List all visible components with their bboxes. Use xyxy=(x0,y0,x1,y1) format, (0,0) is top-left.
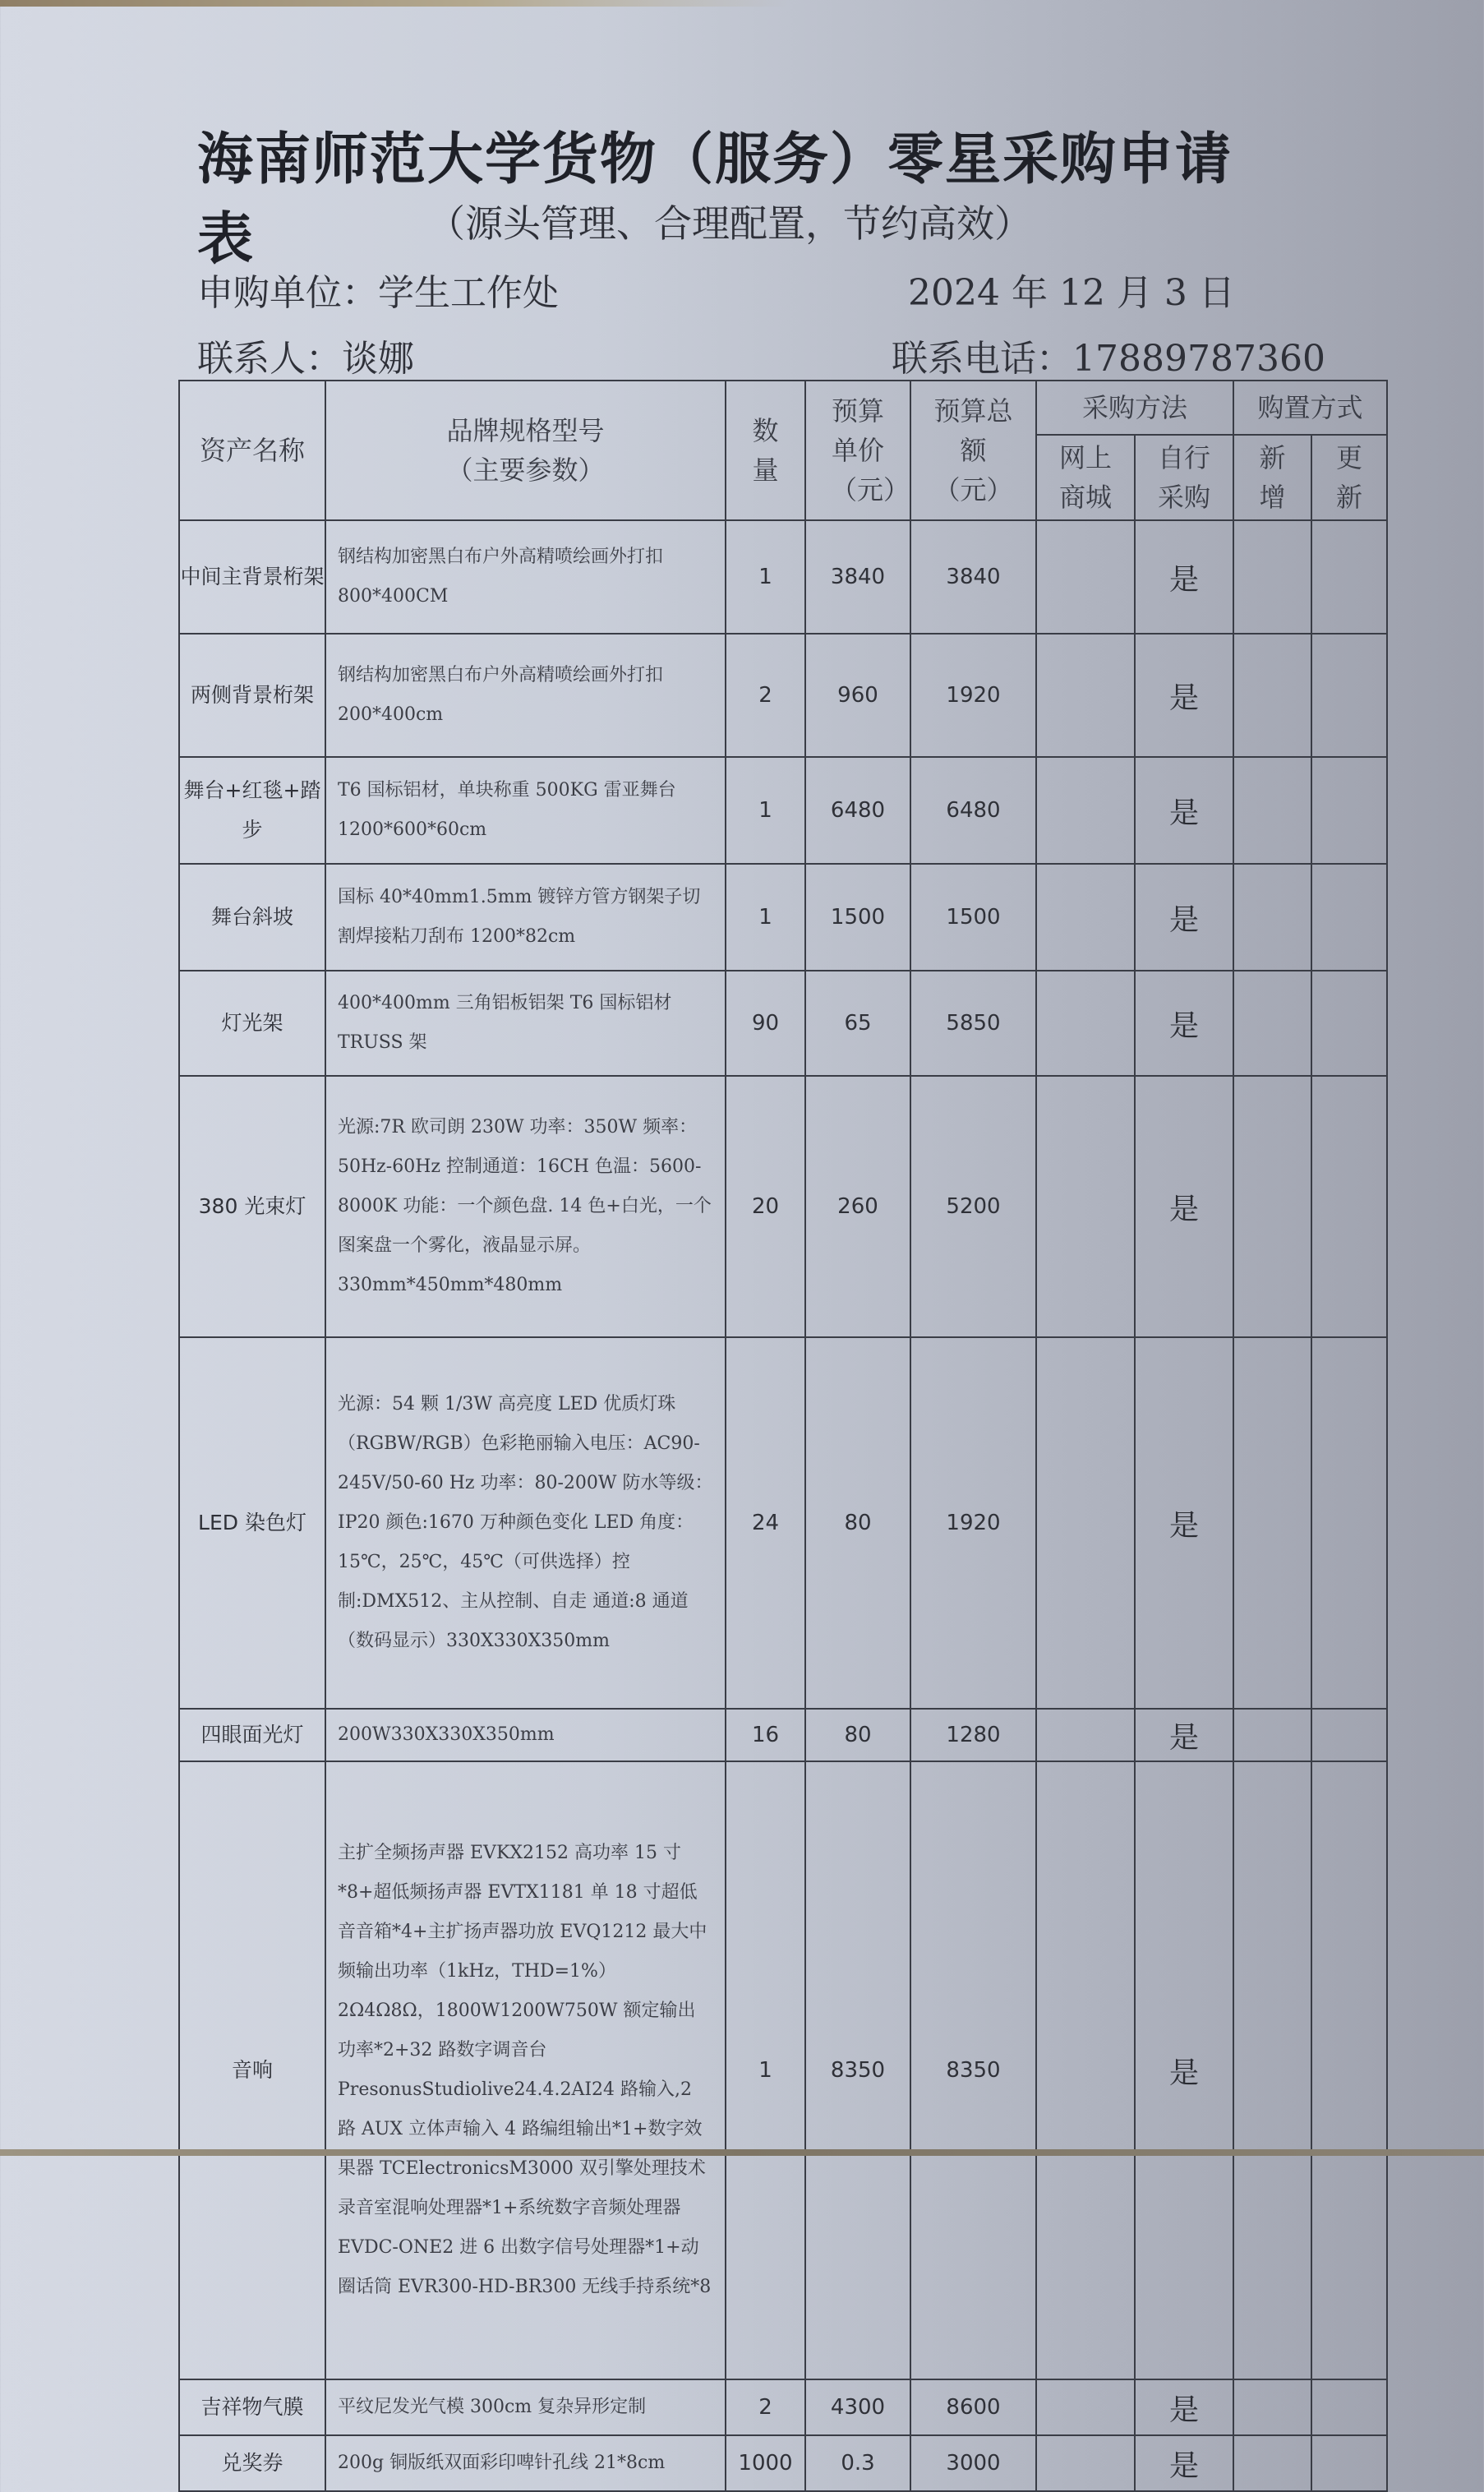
total-cell: 1920 xyxy=(910,634,1036,757)
quantity-cell: 2 xyxy=(726,2379,805,2435)
spec-cell: 国标 40*40mm1.5mm 镀锌方管方钢架子切割焊接粘刀刮布 1200*82cm xyxy=(325,864,726,971)
asset-name-cell: 380 光束灯 xyxy=(179,1076,325,1337)
asset-name-cell: 音响 xyxy=(179,1761,325,2379)
unit-price-cell: 80 xyxy=(805,1337,910,1709)
phone-label: 联系电话： xyxy=(892,338,1072,380)
quantity-cell: 24 xyxy=(726,1337,805,1709)
purchase-new-cell xyxy=(1233,634,1311,757)
table-row xyxy=(179,971,1387,1076)
header-purchase-update: 更新 xyxy=(1311,435,1387,520)
form-subtitle: （源头管理、合理配置，节约高效） xyxy=(427,201,1032,246)
purchase-update-cell xyxy=(1311,1709,1387,1761)
form-title: 海南师范大学货物（服务）零星采购申请表 xyxy=(197,127,1233,272)
photo-background-edge-top xyxy=(0,0,789,7)
purchase-new-cell xyxy=(1233,520,1311,634)
method-self-cell: 是 xyxy=(1135,520,1233,634)
method-online-cell xyxy=(1036,864,1135,971)
header-unit-price: 预算单价（元） xyxy=(805,381,910,520)
contact-label: 联系人： xyxy=(197,338,342,380)
unit-price-cell: 260 xyxy=(805,1076,910,1337)
phone-value: 17889787360 xyxy=(1072,338,1325,380)
total-cell: 5850 xyxy=(910,971,1036,1076)
total-cell: 3840 xyxy=(910,520,1036,634)
spec-cell: 钢结构加密黑白布户外高精喷绘画外打扣 800*400CM xyxy=(325,520,726,634)
quantity-cell: 1 xyxy=(726,1761,805,2379)
spec-cell: 200W330X330X350mm xyxy=(325,1709,726,1761)
table-row xyxy=(179,1076,1387,1337)
spec-cell: 主扩全频扬声器 EVKX2152 高功率 15 寸*8+超低频扬声器 EVTX1181 单 18 寸超低音音箱*4+主扩扬声器功放 EVQ1212 最大中频输出功率（1kHz，THD=1%）2Ω4Ω8Ω，1800W1200W750W 额定输出功率*2+32 路数字调音台 PresonusStudiolive24.4.2AI24 路输入,2 路 AUX 立体声输入 4 路编组输出*1+数字效果器 TCElectronicsM3000 双引擎处理技术录音室混响处理器*1+系统数字音频处理器 EVDC-ONE2 进 6 出数字信号处理器*1+动圈话筒 EVR300-HD-BR300 无线手持系统*8 xyxy=(325,1761,726,2379)
asset-name-cell: 四眼面光灯 xyxy=(179,1709,325,1761)
contact-person xyxy=(197,329,414,381)
method-self-cell: 是 xyxy=(1135,971,1233,1076)
purchase-update-cell xyxy=(1311,520,1387,634)
applicant-unit-label: 申购单位： xyxy=(197,272,378,314)
table-row xyxy=(179,1709,1387,1761)
header-total: 预算总额（元） xyxy=(910,381,1036,520)
table-row xyxy=(179,757,1387,864)
photo-background-edge-bottom xyxy=(0,2149,1484,2156)
purchase-update-cell xyxy=(1311,864,1387,971)
spec-cell: 平纹尼发光气模 300cm 复杂异形定制 xyxy=(325,2379,726,2435)
unit-price-cell: 4300 xyxy=(805,2379,910,2435)
spec-cell: 光源：54 颗 1/3W 高亮度 LED 优质灯珠（RGBW/RGB）色彩艳丽输入电压：AC90-245V/50-60 Hz 功率：80-200W 防水等级：IP20 颜色:1670 万种颜色变化 LED 角度：15℃，25℃，45℃（可供选择）控制:DMX512、主从控制、自走 通道:8 通道（数码显示）330X330X350mm xyxy=(325,1337,726,1709)
quantity-cell: 2 xyxy=(726,634,805,757)
unit-price-cell: 960 xyxy=(805,634,910,757)
header-method-group: 采购方法 xyxy=(1036,381,1233,435)
purchase-new-cell xyxy=(1233,757,1311,864)
header-purchase-group: 购置方式 xyxy=(1233,381,1387,435)
asset-name-cell: 中间主背景桁架 xyxy=(179,520,325,634)
purchase-new-cell xyxy=(1233,1337,1311,1709)
header-purchase-new: 新增 xyxy=(1233,435,1311,520)
purchase-new-cell xyxy=(1233,2435,1311,2491)
contact-value: 谈娜 xyxy=(342,338,414,380)
unit-price-cell: 80 xyxy=(805,1709,910,1761)
purchase-new-cell xyxy=(1233,1761,1311,2379)
total-cell: 5200 xyxy=(910,1076,1036,1337)
method-online-cell xyxy=(1036,520,1135,634)
unit-price-cell: 1500 xyxy=(805,864,910,971)
total-cell: 8350 xyxy=(910,1761,1036,2379)
method-self-cell: 是 xyxy=(1135,2435,1233,2491)
table-row xyxy=(179,1337,1387,1709)
table-row xyxy=(179,634,1387,757)
method-self-cell: 是 xyxy=(1135,864,1233,971)
method-online-cell xyxy=(1036,1709,1135,1761)
quantity-cell: 1000 xyxy=(726,2435,805,2491)
application-date: 2024 年 12 月 3 日 xyxy=(908,272,1235,314)
quantity-cell: 1 xyxy=(726,757,805,864)
unit-price-cell: 0.3 xyxy=(805,2435,910,2491)
method-self-cell: 是 xyxy=(1135,1709,1233,1761)
method-online-cell xyxy=(1036,1337,1135,1709)
asset-name-cell: 吉祥物气膜 xyxy=(179,2379,325,2435)
purchase-update-cell xyxy=(1311,1076,1387,1337)
spec-cell: 200g 铜版纸双面彩印啤针孔线 21*8cm xyxy=(325,2435,726,2491)
purchase-new-cell xyxy=(1233,864,1311,971)
method-online-cell xyxy=(1036,634,1135,757)
asset-name-cell: LED 染色灯 xyxy=(179,1337,325,1709)
table-row xyxy=(179,1761,1387,2379)
spec-cell: 光源:7R 欧司朗 230W 功率：350W 频率：50Hz-60Hz 控制通道：16CH 色温：5600-8000K 功能：一个颜色盘. 14 色+白光，一个图案盘一个雾化，液晶显示屏。330mm*450mm*480mm xyxy=(325,1076,726,1337)
purchase-new-cell xyxy=(1233,2379,1311,2435)
applicant-unit xyxy=(197,263,559,316)
quantity-cell: 20 xyxy=(726,1076,805,1337)
purchase-new-cell xyxy=(1233,1709,1311,1761)
asset-name-cell: 两侧背景桁架 xyxy=(179,634,325,757)
quantity-cell: 1 xyxy=(726,864,805,971)
unit-price-cell: 3840 xyxy=(805,520,910,634)
purchase-update-cell xyxy=(1311,757,1387,864)
spec-cell: 钢结构加密黑白布户外高精喷绘画外打扣 200*400cm xyxy=(325,634,726,757)
spec-cell: 400*400mm 三角铝板铝架 T6 国标铝材 TRUSS 架 xyxy=(325,971,726,1076)
purchase-new-cell xyxy=(1233,971,1311,1076)
purchase-update-cell xyxy=(1311,634,1387,757)
quantity-cell: 90 xyxy=(726,971,805,1076)
method-self-cell: 是 xyxy=(1135,634,1233,757)
unit-price-cell: 8350 xyxy=(805,1761,910,2379)
method-self-cell: 是 xyxy=(1135,2379,1233,2435)
spec-cell: T6 国标铝材，单块称重 500KG 雷亚舞台 1200*600*60cm xyxy=(325,757,726,864)
purchase-update-cell xyxy=(1311,1761,1387,2379)
header-spec xyxy=(325,381,726,520)
unit-price-cell: 65 xyxy=(805,971,910,1076)
method-online-cell xyxy=(1036,971,1135,1076)
asset-name-cell: 兑奖券 xyxy=(179,2435,325,2491)
total-cell: 8600 xyxy=(910,2379,1036,2435)
total-cell: 1280 xyxy=(910,1709,1036,1761)
header-method-self: 自行采购 xyxy=(1135,435,1233,520)
total-cell: 6480 xyxy=(910,757,1036,864)
applicant-unit-value: 学生工作处 xyxy=(378,272,559,314)
header-quantity: 数量 xyxy=(726,381,805,520)
asset-name-cell: 舞台斜坡 xyxy=(179,864,325,971)
asset-name-cell: 舞台+红毯+踏步 xyxy=(179,757,325,864)
method-online-cell xyxy=(1036,1761,1135,2379)
unit-price-cell: 6480 xyxy=(805,757,910,864)
procurement-table xyxy=(178,380,1388,2492)
header-asset-name: 资产名称 xyxy=(179,381,325,520)
method-online-cell xyxy=(1036,1076,1135,1337)
method-self-cell: 是 xyxy=(1135,1337,1233,1709)
purchase-update-cell xyxy=(1311,971,1387,1076)
table-row xyxy=(179,2379,1387,2435)
table-row xyxy=(179,864,1387,971)
header-method-online: 网上商城 xyxy=(1036,435,1135,520)
method-online-cell xyxy=(1036,2435,1135,2491)
quantity-cell: 1 xyxy=(726,520,805,634)
purchase-update-cell xyxy=(1311,1337,1387,1709)
asset-name-cell: 灯光架 xyxy=(179,971,325,1076)
method-online-cell xyxy=(1036,757,1135,864)
table-row xyxy=(179,2435,1387,2491)
method-self-cell: 是 xyxy=(1135,757,1233,864)
method-self-cell: 是 xyxy=(1135,1076,1233,1337)
contact-phone xyxy=(892,329,1325,381)
total-cell: 1920 xyxy=(910,1337,1036,1709)
purchase-update-cell xyxy=(1311,2379,1387,2435)
method-online-cell xyxy=(1036,2379,1135,2435)
total-cell: 1500 xyxy=(910,864,1036,971)
method-self-cell: 是 xyxy=(1135,1761,1233,2379)
total-cell: 3000 xyxy=(910,2435,1036,2491)
purchase-new-cell xyxy=(1233,1076,1311,1337)
header-spec-line2: （主要参数） xyxy=(446,455,605,486)
table-row xyxy=(179,520,1387,634)
quantity-cell: 16 xyxy=(726,1709,805,1761)
header-spec-line1: 品牌规格型号 xyxy=(446,415,605,446)
purchase-update-cell xyxy=(1311,2435,1387,2491)
